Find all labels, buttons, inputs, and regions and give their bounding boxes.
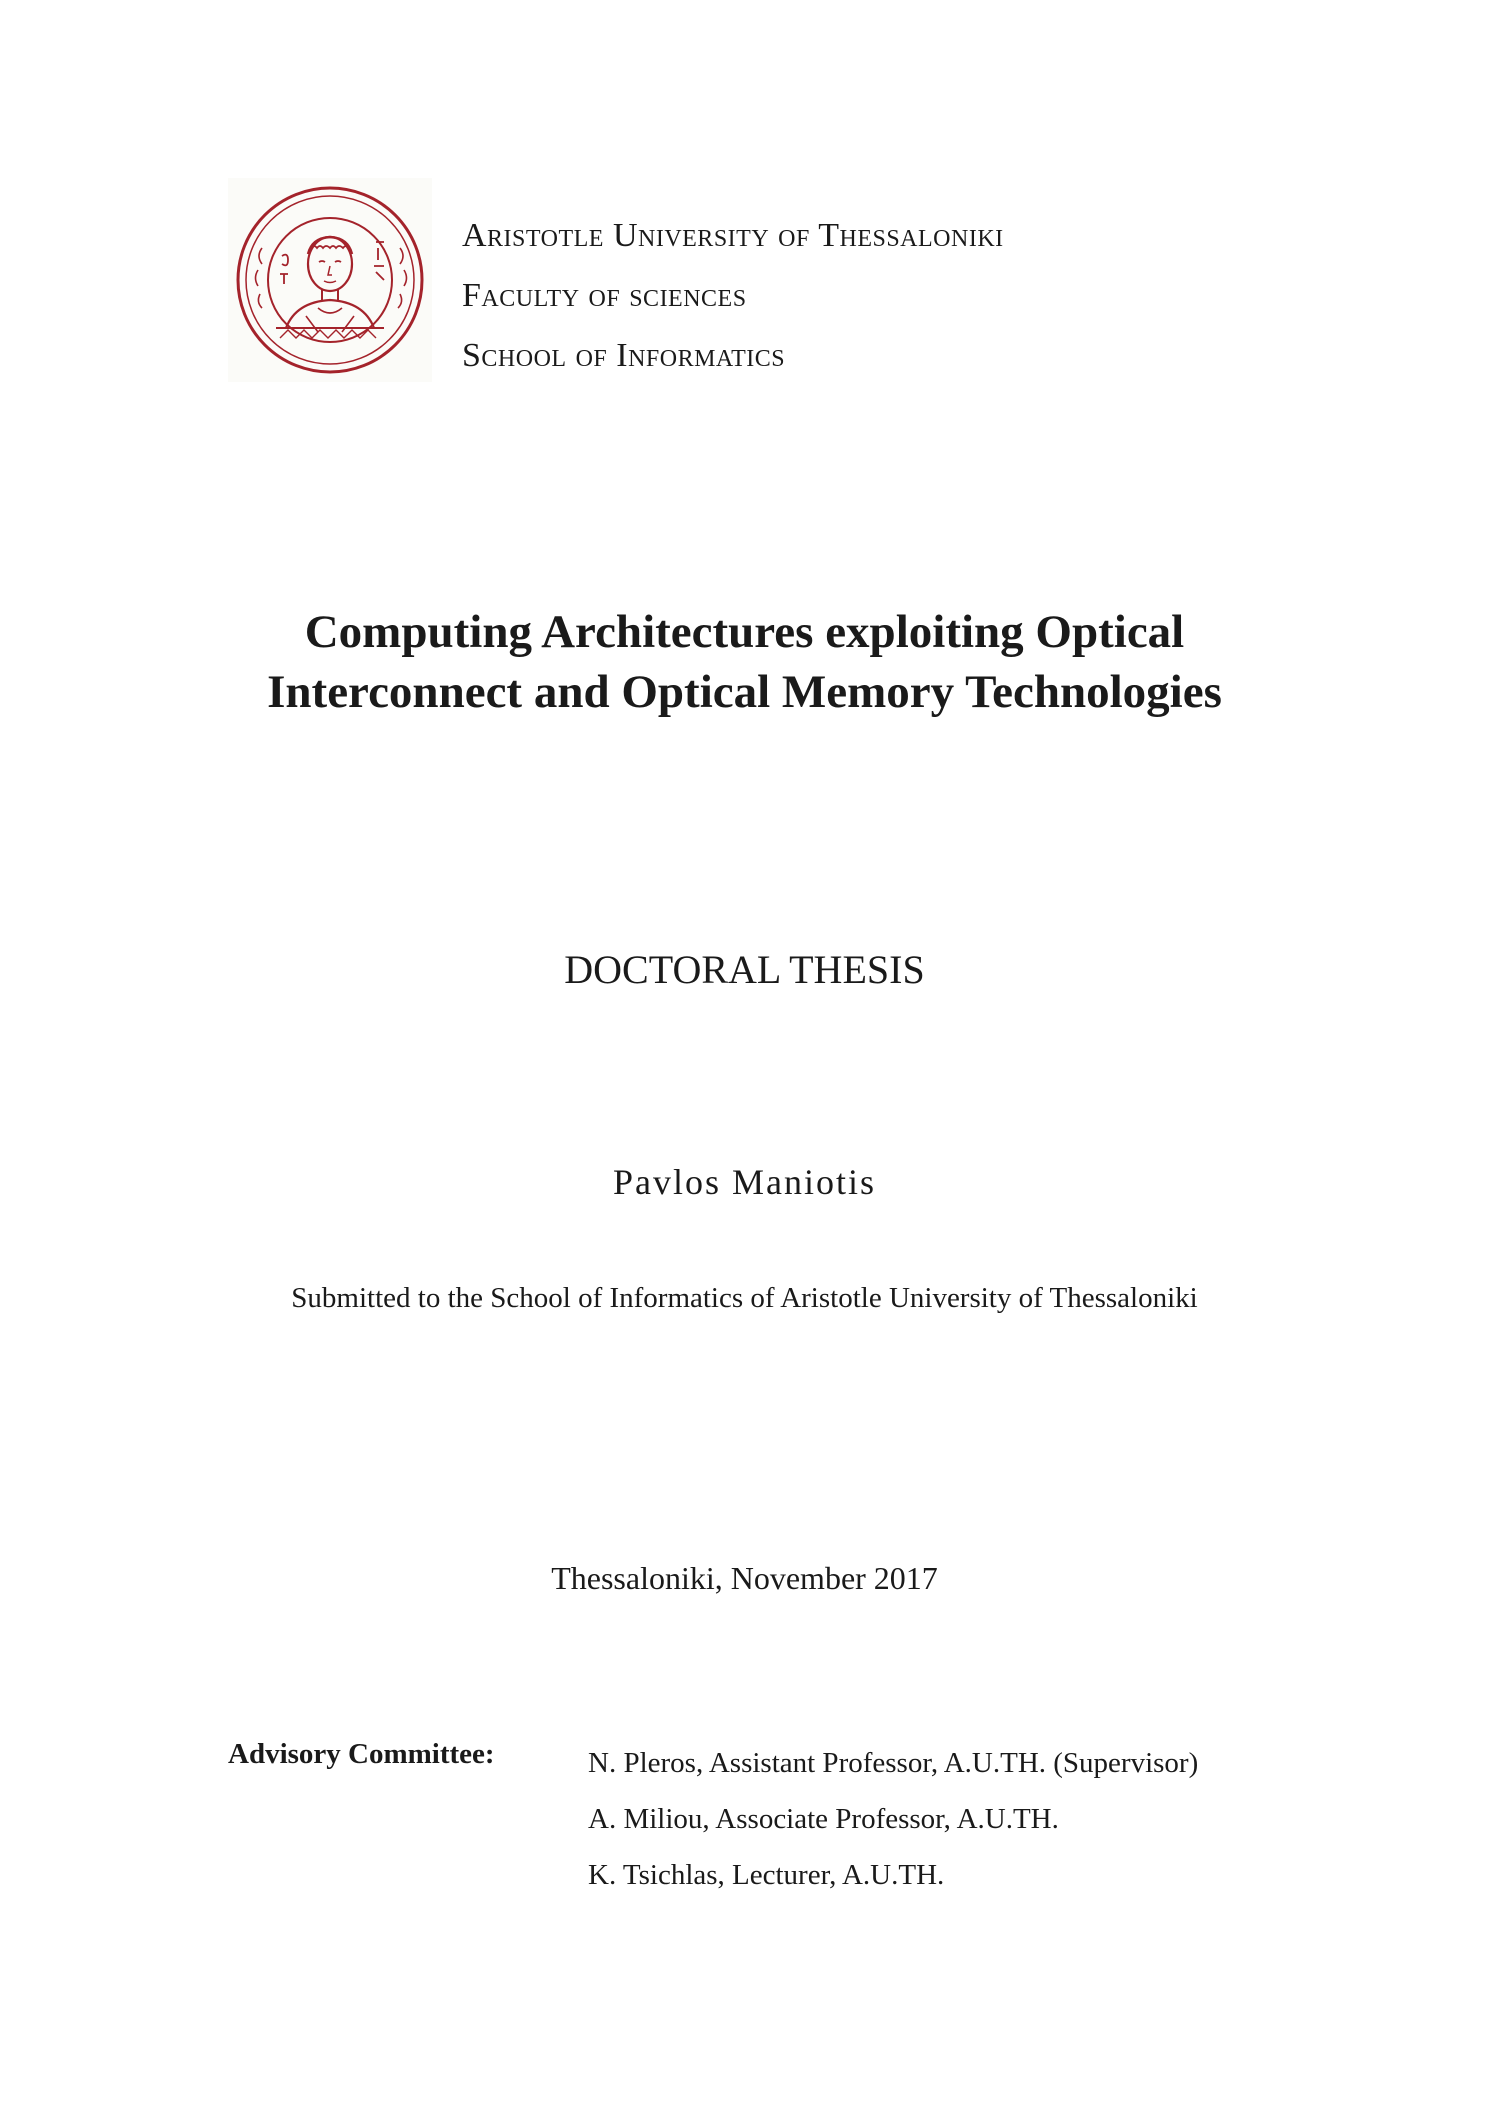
university-seal-icon xyxy=(228,178,432,382)
author-name: Pavlos Maniotis xyxy=(612,1162,876,1202)
university-name: Aristotle University of Thessaloniki xyxy=(462,217,1004,254)
school-name: School of Informatics xyxy=(462,337,786,374)
document-type: DOCTORAL THESIS xyxy=(564,947,925,992)
committee-member: N. Pleros, Assistant Professor, A.U.TH. (Supervisor) xyxy=(588,1747,1199,1779)
thesis-title-line-2: Interconnect and Optical Memory Technologies xyxy=(267,666,1222,718)
thesis-title-line-1: Computing Architectures exploiting Optical xyxy=(304,606,1185,658)
faculty-name: Faculty of sciences xyxy=(462,277,747,314)
institution-header xyxy=(462,206,1004,386)
advisory-committee-list xyxy=(588,1735,1198,1903)
advisory-committee-label: Advisory Committee: xyxy=(228,1738,495,1770)
thesis-title xyxy=(0,602,1489,722)
committee-member: A. Miliou, Associate Professor, A.U.TH. xyxy=(588,1803,1059,1835)
place-and-date: Thessaloniki, November 2017 xyxy=(551,1560,938,1596)
submission-statement: Submitted to the School of Informatics of Aristotle University of Thessaloniki xyxy=(291,1282,1198,1314)
committee-member: K. Tsichlas, Lecturer, A.U.TH. xyxy=(588,1859,945,1891)
